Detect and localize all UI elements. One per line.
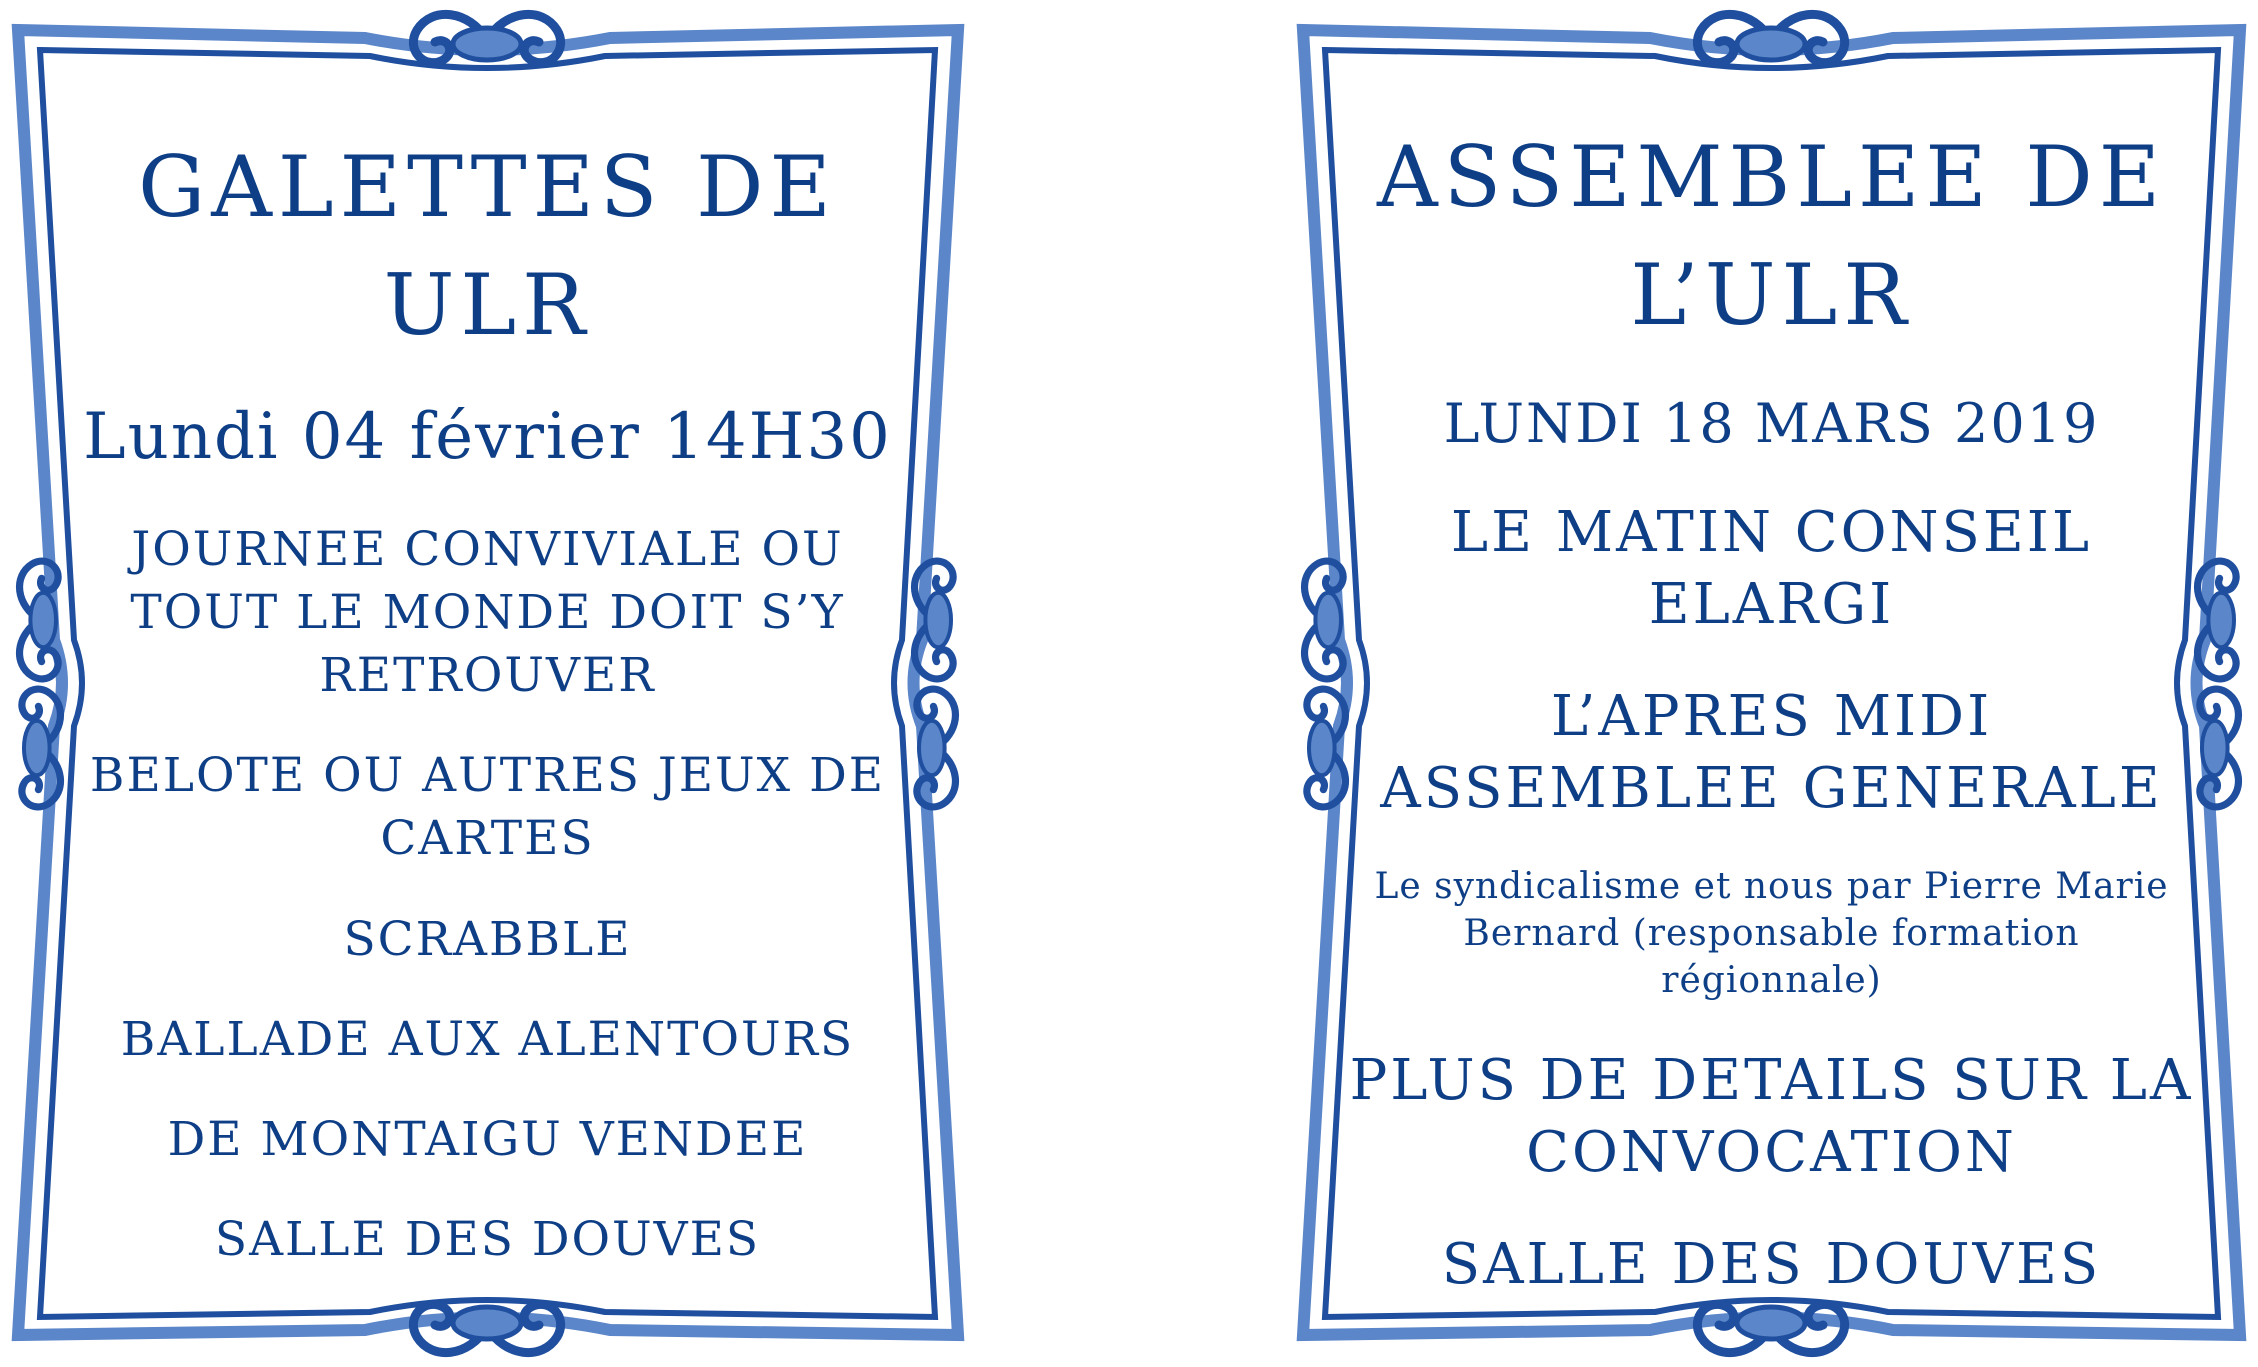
activity-line: CARTES — [380, 811, 595, 866]
poster-galettes — [0, 0, 975, 1367]
event-location: SALLE DES DOUVES — [214, 1212, 761, 1267]
activity-line: DE MONTAIGU VENDEE — [167, 1112, 808, 1167]
details-line: CONVOCATION — [1526, 1120, 2017, 1185]
activity-line: BALLADE AUX ALENTOURS — [120, 1012, 855, 1067]
event-date: LUNDI 18 MARS 2019 — [1443, 392, 2100, 455]
poster-title-line1: GALETTES DE — [138, 138, 837, 236]
talk-line: régionnale) — [1661, 960, 1882, 1001]
details-line: PLUS DE DETAILS SUR LA — [1349, 1048, 2194, 1113]
scroll-ornament-icon — [413, 1304, 560, 1352]
scroll-ornament-icon — [1697, 1304, 1844, 1352]
activity-line: TOUT LE MONDE DOIT S’Y — [130, 585, 845, 640]
event-date: Lundi 04 février 14H30 — [83, 400, 892, 474]
program-line: LE MATIN CONSEIL — [1450, 500, 2093, 565]
event-location: SALLE DES DOUVES — [1441, 1232, 2102, 1297]
poster-title-line2: ULR — [383, 256, 592, 354]
activity-line: RETROUVER — [319, 648, 656, 703]
program-line: L’APRES MIDI — [1550, 684, 1993, 749]
scroll-ornament-icon — [413, 14, 560, 62]
talk-line: Le syndicalisme et nous par Pierre Marie — [1374, 866, 2169, 907]
activity-line: BELOTE OU AUTRES JEUX DE — [89, 748, 886, 803]
activity-line: JOURNEE CONVIVIALE OU — [131, 522, 844, 577]
poster-title-line2: L’ULR — [1630, 246, 1913, 344]
activity-line: SCRABBLE — [343, 912, 632, 967]
talk-line: Bernard (responsable formation — [1463, 913, 2080, 954]
program-line: ELARGI — [1648, 572, 1895, 637]
poster-assemblee — [1285, 0, 2258, 1367]
poster-title-line1: ASSEMBLEE DE — [1376, 128, 2167, 226]
program-line: ASSEMBLEE GENERALE — [1380, 756, 2163, 821]
scroll-ornament-icon — [1697, 14, 1844, 62]
